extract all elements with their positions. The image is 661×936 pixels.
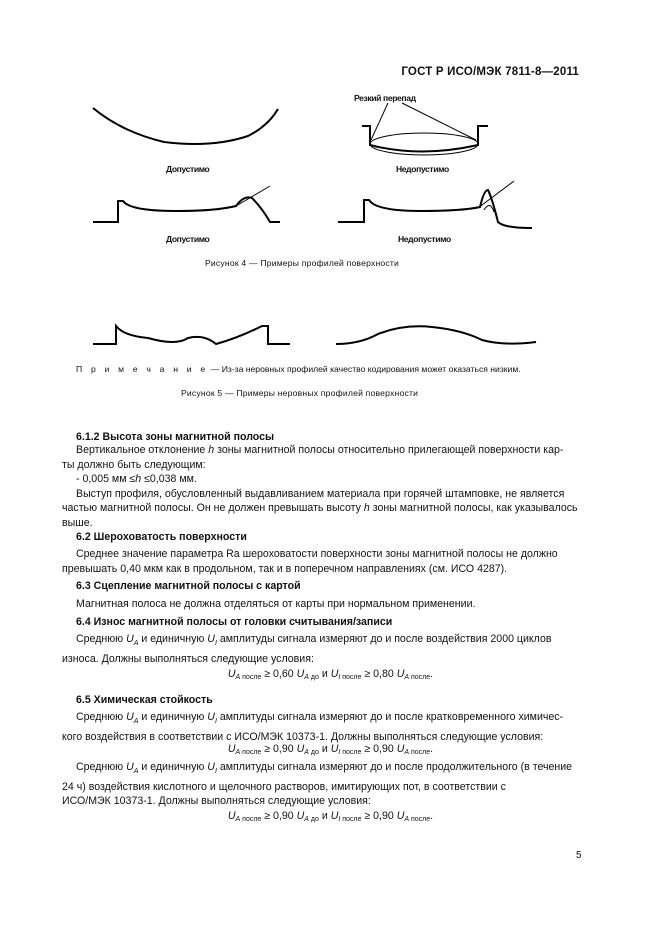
formula-wear: $U_{A после} \ge 0,60$ $U_{A до}$ и $U_{I после} \ge 0,80$ $U_{A после}$.	[227, 668, 434, 681]
formula-chemical-long: $U_{A после} \ge 0,90$ $U_{A до}$ и $U_{I после} \ge 0,90$ $U_{A после}$.	[227, 810, 434, 823]
leader-line-right	[402, 103, 476, 140]
profile-uneven-1	[93, 326, 290, 344]
page-number: 5	[576, 850, 582, 861]
section-heading: 6.4 Износ магнитной полосы от головки считывания/записи	[76, 616, 393, 628]
section-body: Вертикальное отклонение h зоны магнитной полосы относительно прилегающей поверхности кар- ты должно быть следующим: - 0,005 мм ≤h ≤0,038 мм. Выступ профиля, обусловленный выдавливанием материала при горячей штамповке, не является частью магнитной полосы. Он не должен превышать высоту h зоны магнитной полосы, как указывалось выше.	[62, 444, 578, 529]
note-text: — Из-за неровных профилей качество кодирования может оказаться низким.	[208, 364, 521, 374]
profile-allowed-2	[93, 197, 280, 222]
section-heading: 6.5 Химическая стойкость	[76, 694, 213, 706]
profile-not-allowed-2	[338, 190, 532, 228]
profile-not-allowed-1	[362, 126, 488, 152]
section-body: Среднюю $U_A$ и единичную $U_I$ амплитуды сигнала измеряют до и после продолжительного (в течение 24 ч) воздействия кислотного и щелочного растворов, имитирующих пот, в соответствии с ИСО/МЭК 10373-1. Должны выполняться следующие условия:	[62, 761, 573, 808]
figure-4-caption: Рисунок 4 — Примеры профилей поверхности	[205, 258, 400, 268]
formula-chemical-short: $U_{A после} \ge 0,90$ $U_{A до}$ и $U_{I после} \ge 0,90$ $U_{A после}$.	[227, 743, 434, 756]
allowed-label: Допустимо	[166, 234, 210, 244]
section-body: Магнитная полоса не должна отделяться от карты при нормальном применении.	[76, 598, 476, 610]
section-body: Среднюю $U_A$ и единичную $U_I$ амплитуды сигнала измеряют до и после кратковременного химичес- кого воздействия в соответствии с ИСО/МЭК 10373-1. Должны выполняться следующие условия:	[62, 711, 564, 743]
sharp-edge-label: Резкий перепад	[354, 93, 416, 103]
section-heading: 6.2 Шероховатость поверхности	[76, 531, 247, 543]
profile-allowed-1	[93, 108, 278, 144]
leader-line-left	[371, 103, 388, 140]
section-heading: 6.3 Сцепление магнитной полосы с картой	[76, 580, 301, 592]
not-allowed-label: Недопустимо	[398, 234, 451, 244]
figure-5-note	[76, 364, 521, 374]
section-heading: 6.1.2 Высота зоны магнитной полосы	[76, 431, 275, 443]
section-body: Среднюю $U_A$ и единичную $U_I$ амплитуды сигнала измеряют до и после воздействия 2000 циклов износа. Должны выполняться следующие условия:	[62, 633, 552, 665]
profile-uneven-2	[336, 326, 536, 344]
document-header: ГОСТ Р ИСО/МЭК 7811-8—2011	[401, 66, 579, 78]
bump-outline-2	[484, 205, 494, 212]
allowed-label: Допустимо	[166, 164, 210, 174]
section-body: Среднее значение параметра Ra шероховатости поверхности зоны магнитной полосы не должно превышать 0,40 мкм как в продольном, так и в поперечном направлениях (см. ИСО 4287).	[62, 548, 558, 575]
note-prefix: П р и м е ч а н и е	[76, 364, 209, 374]
tangent-line-1	[236, 186, 270, 206]
not-allowed-label: Недопустимо	[396, 164, 449, 174]
figure-5-caption: Рисунок 5 — Примеры неровных профилей поверхности	[181, 388, 419, 398]
